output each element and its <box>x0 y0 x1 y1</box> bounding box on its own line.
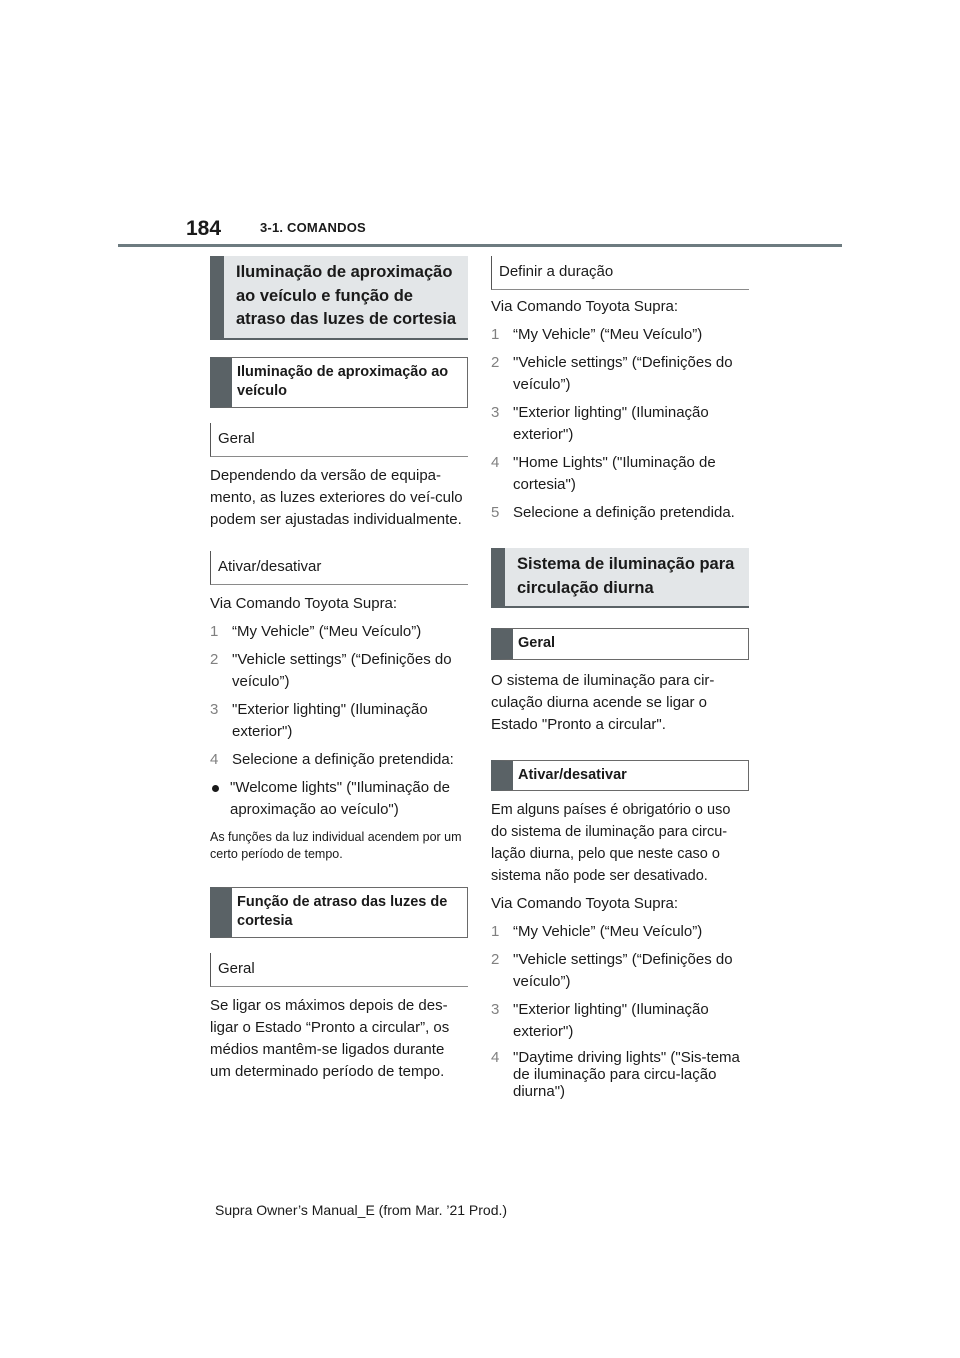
subsection-heading-general: Geral <box>491 628 749 660</box>
steps-list-drl <box>491 921 749 1100</box>
paragraph-via-right: Via Comando Toyota Supra: <box>491 298 679 315</box>
list-item: 3 "Exterior lighting" (Iluminação exterior") <box>491 404 709 443</box>
page-number: 184 <box>186 217 222 240</box>
section-heading-drl: Sistema de iluminação para circulação diurna <box>491 548 749 608</box>
subsection-heading-approach: Iluminação de aproximação ao veículo <box>210 357 468 408</box>
bullet-dot-icon <box>212 785 219 792</box>
steps-list-duration <box>491 324 749 524</box>
paragraph-delay: Se ligar os máximos depois de des-ligar o Estado “Pronto a circular”, os médios mantêm-se ligados durante um determinado período de tempo. <box>210 996 450 1080</box>
paragraph-mandatory: Em alguns países é obrigatório o uso do sistema de iluminação para circu-lação diurna, pelo que neste caso o sistema não pode ser desativado. <box>491 802 731 884</box>
list-item: 4 "Home Lights" ("Iluminação de cortesia") <box>491 454 716 493</box>
footer-text: Supra Owner’s Manual_E (from Mar. ’21 Prod.) <box>215 1202 508 1218</box>
subsection-heading-toggle: Ativar/desativar <box>491 760 749 792</box>
chapter-title: 3-1. COMANDOS <box>260 220 366 235</box>
steps-list <box>210 621 468 771</box>
subsection-heading-delay: Função de atraso das luzes de cortesia <box>210 887 468 938</box>
section-heading-approach-lighting: Iluminação de aproximação ao veículo e função de atraso das luzes de cortesia <box>210 256 468 340</box>
note-text: As funções da luz individual acendem por um certo período de tempo. <box>210 829 462 861</box>
list-item: 1 “My Vehicle” (“Meu Veículo”) <box>491 326 703 343</box>
paragraph-drl: O sistema de iluminação para cir-culação diurna acende se ligar o Estado "Pronto a circular". <box>491 671 715 733</box>
list-item: 1 “My Vehicle” (“Meu Veículo”) <box>210 622 422 640</box>
bullet-welcome-lights: "Welcome lights" ("Iluminação de aproximação ao veículo") <box>210 777 468 821</box>
list-item: 3 "Exterior lighting" (Iluminação exterior") <box>491 1001 709 1040</box>
paragraph-via: Via Comando Toyota Supra: <box>210 594 398 612</box>
header-rule <box>118 244 842 247</box>
paragraph-via-right-2: Via Comando Toyota Supra: <box>491 895 679 912</box>
list-item: 4 "Daytime driving lights" ("Sis-tema de iluminação para circu-lação diurna") <box>491 1049 740 1100</box>
list-item: 1 “My Vehicle” (“Meu Veículo”) <box>491 923 703 940</box>
right-column <box>491 256 749 1106</box>
list-item: 4 Selecione a definição pretendida: <box>210 750 454 768</box>
list-item: 5 Selecione a definição pretendida. <box>491 504 735 521</box>
list-item: 2 "Vehicle settings” (“Definições do veículo”) <box>491 951 733 990</box>
heading-duration: Definir a duração <box>491 256 749 290</box>
list-item: 2 "Vehicle settings” (“Definições do veículo”) <box>491 354 733 393</box>
heading-general: Geral <box>210 423 468 457</box>
left-column <box>210 256 468 1083</box>
heading-toggle: Ativar/desativar <box>210 551 468 585</box>
heading-general-2: Geral <box>210 953 468 987</box>
list-item: 3 "Exterior lighting" (Iluminação exterior") <box>210 700 428 740</box>
list-item: 2 "Vehicle settings” (“Definições do veículo”) <box>210 650 452 690</box>
paragraph-general: Dependendo da versão de equipa-mento, as luzes exteriores do veí-culo podem ser ajustadas individualmente. <box>210 466 463 528</box>
